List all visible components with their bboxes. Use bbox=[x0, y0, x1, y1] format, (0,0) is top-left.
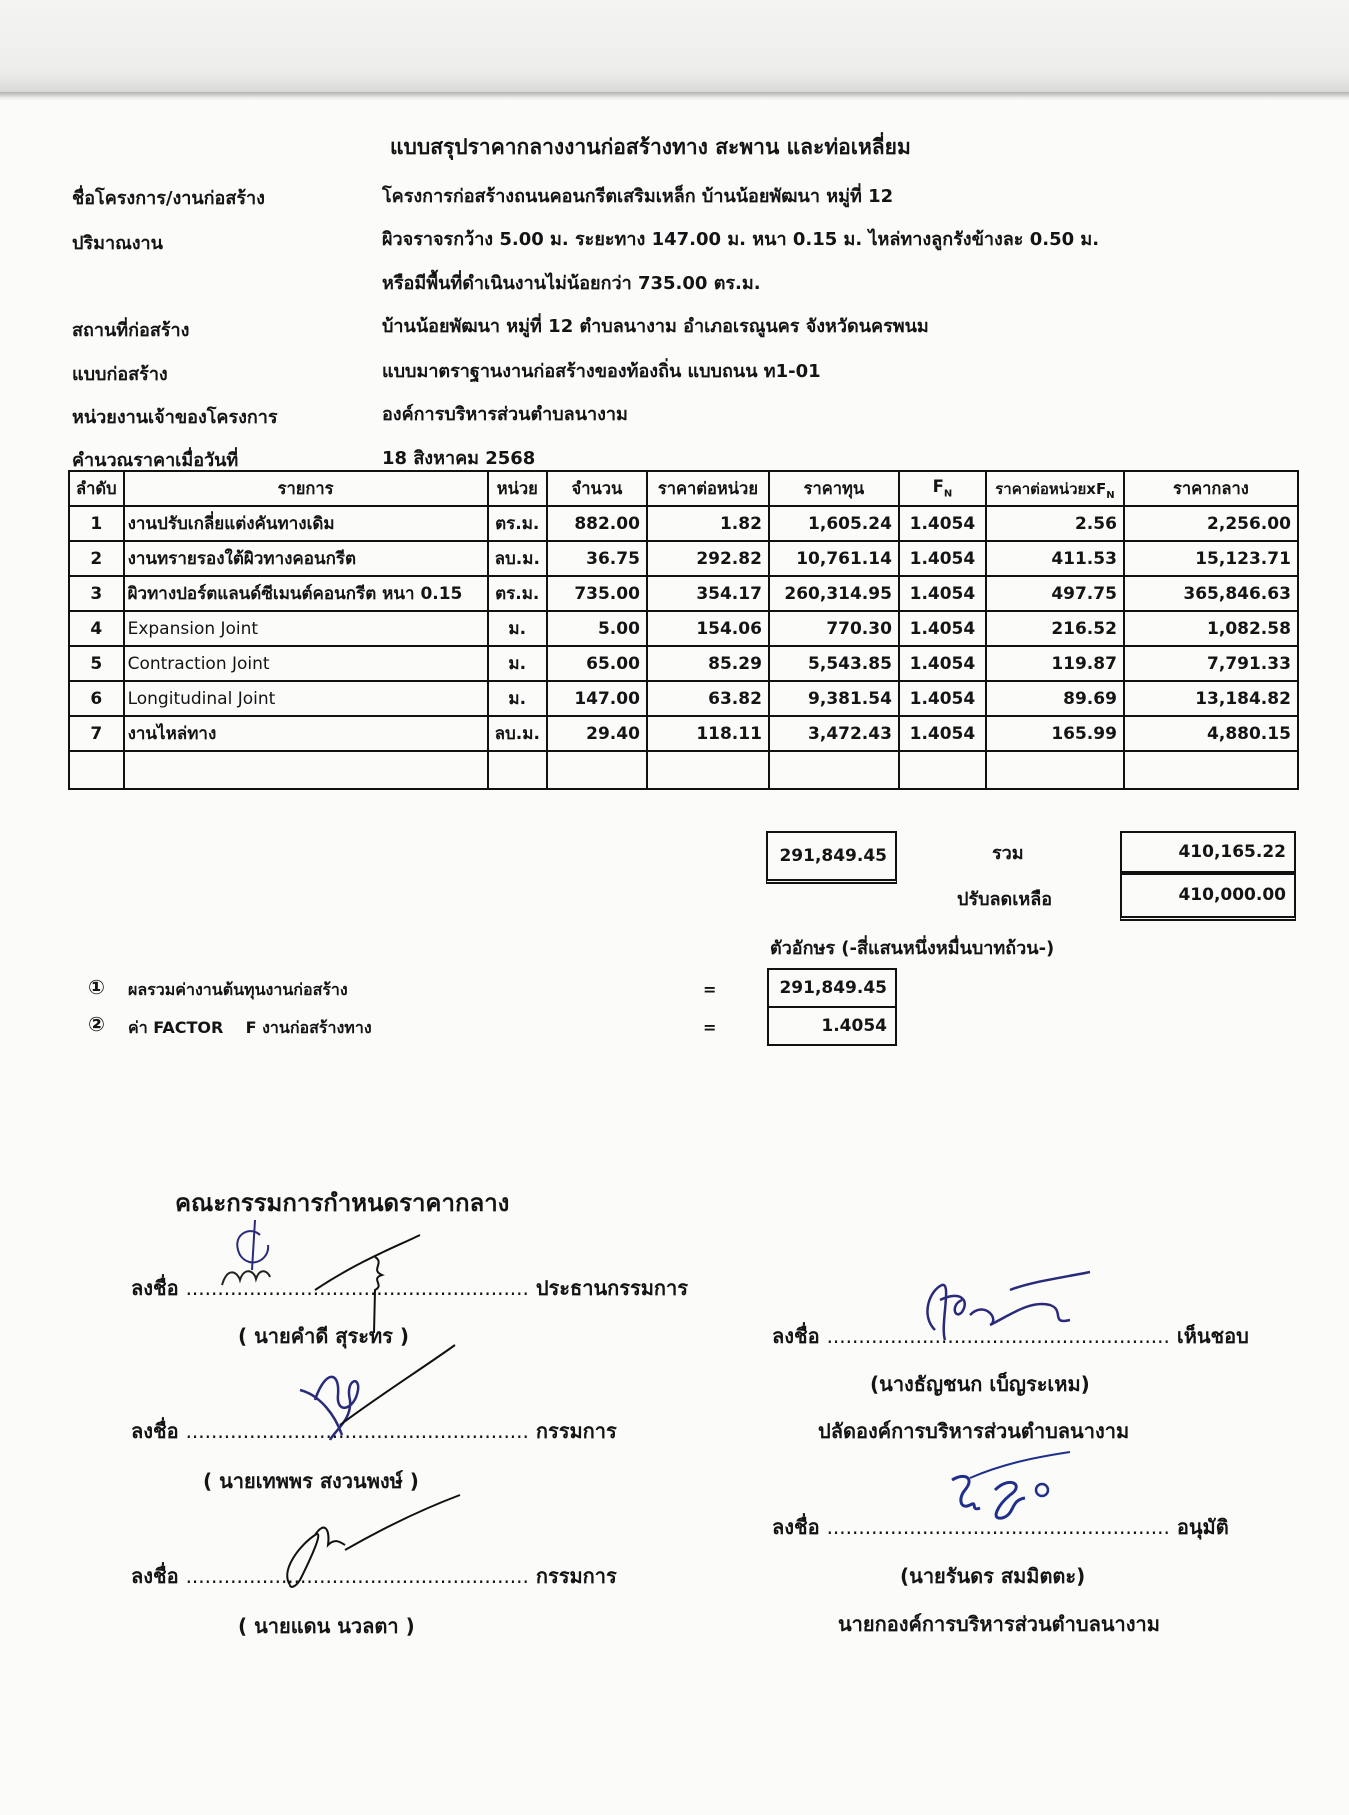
cell-unit: ม. bbox=[488, 681, 547, 716]
header-qty: จำนวน bbox=[547, 471, 647, 506]
cell-qty: 5.00 bbox=[547, 611, 647, 646]
sign-prefix: ลงชื่อ bbox=[131, 1419, 179, 1443]
marker-1-icon: ① bbox=[88, 975, 105, 999]
calc-date-value: 18 สิงหาคม 2568 bbox=[382, 448, 536, 469]
cell-item: Longitudinal Joint bbox=[124, 681, 488, 716]
cell-item: งานไหล่ทาง bbox=[124, 716, 488, 751]
cell-median: 4,880.15 bbox=[1124, 716, 1298, 751]
signature-line-member-1: ลงชื่อ ...................................................... กรรมการ bbox=[131, 1419, 617, 1443]
adjusted-value: 410,000.00 bbox=[1178, 885, 1286, 905]
cell-cost: 10,761.14 bbox=[769, 541, 899, 576]
cell-unit-price: 85.29 bbox=[647, 646, 769, 681]
cell-cost: 5,543.85 bbox=[769, 646, 899, 681]
work-quantity-value: ผิวจราจรกว้าง 5.00 ม. ระยะทาง 147.00 ม. หนา 0.15 ม. ไหล่ทางลูกรังข้างละ 0.50 ม. bbox=[382, 229, 1100, 250]
summary-cost-box bbox=[767, 968, 897, 1008]
table-row bbox=[69, 681, 1298, 716]
cell-median: 13,184.82 bbox=[1124, 681, 1298, 716]
cell-unit-price: 63.82 bbox=[647, 681, 769, 716]
project-name-value: โครงการก่อสร้างถนนคอนกรีตเสริมเหล็ก บ้านน้อยพัฒนา หมู่ที่ 12 bbox=[382, 186, 894, 207]
work-quantity-label: ปริมาณงาน bbox=[72, 233, 163, 254]
cell-unit-fn: 89.69 bbox=[986, 681, 1124, 716]
cell-item: งานทรายรองใต้ผิวทางคอนกรีต bbox=[124, 541, 488, 576]
owner-agency-label: หน่วยงานเจ้าของโครงการ bbox=[72, 407, 278, 428]
design-value: แบบมาตราฐานงานก่อสร้างของท้องถิ่น แบบถนน ท1-01 bbox=[382, 361, 821, 382]
design-label: แบบก่อสร้าง bbox=[72, 364, 168, 385]
cell-unit-price: 154.06 bbox=[647, 611, 769, 646]
cell-unit-price: 292.82 bbox=[647, 541, 769, 576]
cell-median: 365,846.63 bbox=[1124, 576, 1298, 611]
cell-qty: 36.75 bbox=[547, 541, 647, 576]
role-chairman: ประธานกรรมการ bbox=[535, 1276, 689, 1300]
role-approve: อนุมัติ bbox=[1176, 1515, 1229, 1539]
summary-factor-box bbox=[767, 1006, 897, 1046]
cell-unit: ม. bbox=[488, 646, 547, 681]
mayor-position: นายกองค์การบริหารส่วนตำบลนางาม bbox=[838, 1612, 1160, 1636]
cell-unit: ลบ.ม. bbox=[488, 541, 547, 576]
cell-item: ผิวทางปอร์ตแลนด์ซีเมนต์คอนกรีต หนา 0.15 bbox=[124, 576, 488, 611]
cell-fn: 1.4054 bbox=[899, 576, 986, 611]
cell-unit-price: 1.82 bbox=[647, 506, 769, 541]
cell-fn: 1.4054 bbox=[899, 646, 986, 681]
cell-fn: 1.4054 bbox=[899, 506, 986, 541]
cell-no: 2 bbox=[69, 541, 124, 576]
role-member: กรรมการ bbox=[535, 1564, 617, 1588]
cell-unit-fn: 2.56 bbox=[986, 506, 1124, 541]
header-item: รายการ bbox=[124, 471, 488, 506]
mayor-name: (นายรันดร สมมิตตะ) bbox=[900, 1564, 1086, 1588]
paper-fold-shadow bbox=[0, 0, 1349, 100]
marker-2-icon: ② bbox=[88, 1012, 105, 1036]
cell-cost: 1,605.24 bbox=[769, 506, 899, 541]
cell-no: 7 bbox=[69, 716, 124, 751]
cell-qty: 29.40 bbox=[547, 716, 647, 751]
cost-total-value: 291,849.45 bbox=[779, 846, 887, 866]
sum-value: 410,165.22 bbox=[1178, 842, 1286, 862]
cell-no: 5 bbox=[69, 646, 124, 681]
cell-unit-fn: 119.87 bbox=[986, 646, 1124, 681]
paper-fold-edge bbox=[0, 92, 1349, 98]
role-member: กรรมการ bbox=[535, 1419, 617, 1443]
cost-total-box bbox=[766, 831, 897, 884]
cell-median: 15,123.71 bbox=[1124, 541, 1298, 576]
header-cost: ราคาทุน bbox=[769, 471, 899, 506]
cell-unit-fn: 165.99 bbox=[986, 716, 1124, 751]
summary-factor-value: 1.4054 bbox=[821, 1016, 887, 1036]
cell-median: 7,791.33 bbox=[1124, 646, 1298, 681]
cell-unit-fn: 216.52 bbox=[986, 611, 1124, 646]
summary-factor-label: ค่า FACTOR F งานก่อสร้างทาง bbox=[128, 1018, 372, 1037]
sum-box bbox=[1120, 831, 1296, 873]
committee-heading: คณะกรรมการกำหนดราคากลาง bbox=[175, 1189, 510, 1217]
cell-qty: 882.00 bbox=[547, 506, 647, 541]
cell-no: 3 bbox=[69, 576, 124, 611]
cell-qty: 735.00 bbox=[547, 576, 647, 611]
cell-cost: 770.30 bbox=[769, 611, 899, 646]
chairman-name: ( นายคำดี สุระทร ) bbox=[238, 1324, 410, 1348]
adjusted-box bbox=[1120, 873, 1296, 921]
cell-item: งานปรับเกลี่ยแต่งคันทางเดิม bbox=[124, 506, 488, 541]
signature-line-chairman: ลงชื่อ ...................................................... ประธานกรรมการ bbox=[131, 1276, 689, 1300]
header-fn: $F_N$ bbox=[899, 471, 986, 506]
cell-fn: 1.4054 bbox=[899, 716, 986, 751]
work-quantity-area: หรือมีพื้นที่ดำเนินงานไม่น้อยกว่า 735.00 ตร.ม. bbox=[382, 273, 761, 294]
header-unit-fn: ราคาต่อหน่วย$xF_N$ bbox=[986, 471, 1124, 506]
cell-median: 2,256.00 bbox=[1124, 506, 1298, 541]
cell-unit-price: 354.17 bbox=[647, 576, 769, 611]
header-unit: หน่วย bbox=[488, 471, 547, 506]
cell-unit-fn: 411.53 bbox=[986, 541, 1124, 576]
location-label: สถานที่ก่อสร้าง bbox=[72, 320, 190, 341]
cell-fn: 1.4054 bbox=[899, 541, 986, 576]
sign-prefix: ลงชื่อ bbox=[131, 1276, 179, 1300]
location-value: บ้านน้อยพัฒนา หมู่ที่ 12 ตำบลนางาม อำเภอเรณูนคร จังหวัดนครพนม bbox=[382, 316, 929, 337]
sign-prefix: ลงชื่อ bbox=[772, 1324, 820, 1348]
sum-label: รวม bbox=[992, 843, 1024, 864]
cell-median: 1,082.58 bbox=[1124, 611, 1298, 646]
sign-prefix: ลงชื่อ bbox=[131, 1564, 179, 1588]
header-unit-price: ราคาต่อหน่วย bbox=[647, 471, 769, 506]
table-row bbox=[69, 611, 1298, 646]
table-header-row bbox=[69, 471, 1298, 506]
cell-no: 1 bbox=[69, 506, 124, 541]
cell-fn: 1.4054 bbox=[899, 681, 986, 716]
cell-item: Contraction Joint bbox=[124, 646, 488, 681]
cell-cost: 3,472.43 bbox=[769, 716, 899, 751]
adjusted-label: ปรับลดเหลือ bbox=[957, 889, 1053, 910]
summary-cost-label: ผลรวมค่างานต้นทุนงานก่อสร้าง bbox=[128, 980, 348, 999]
equals-sign: = bbox=[703, 1018, 717, 1037]
cell-no: 6 bbox=[69, 681, 124, 716]
cell-qty: 65.00 bbox=[547, 646, 647, 681]
table-row bbox=[69, 506, 1298, 541]
role-endorse: เห็นชอบ bbox=[1176, 1324, 1249, 1348]
project-name-label: ชื่อโครงการ/งานก่อสร้าง bbox=[72, 188, 265, 209]
owner-agency-value: องค์การบริหารส่วนตำบลนางาม bbox=[382, 404, 628, 425]
deputy-position: ปลัดองค์การบริหารส่วนตำบลนางาม bbox=[818, 1419, 1130, 1443]
calc-date-label: คำนวณราคาเมื่อวันที่ bbox=[72, 450, 239, 471]
cell-cost: 260,314.95 bbox=[769, 576, 899, 611]
cell-unit-price: 118.11 bbox=[647, 716, 769, 751]
signature-line-endorse: ลงชื่อ ...................................................... เห็นชอบ bbox=[772, 1324, 1249, 1348]
table-row bbox=[69, 541, 1298, 576]
header-no: ลำดับ bbox=[69, 471, 124, 506]
signature-line-member-2: ลงชื่อ ...................................................... กรรมการ bbox=[131, 1564, 617, 1588]
equals-sign: = bbox=[703, 980, 717, 999]
signature-line-approve: ลงชื่อ ...................................................... อนุมัติ bbox=[772, 1515, 1229, 1539]
cost-table bbox=[68, 470, 1299, 790]
cell-fn: 1.4054 bbox=[899, 611, 986, 646]
member-2-name: ( นายแดน นวลตา ) bbox=[238, 1614, 415, 1638]
table-row-empty bbox=[69, 751, 1298, 789]
table-row bbox=[69, 646, 1298, 681]
header-median-price: ราคากลาง bbox=[1124, 471, 1298, 506]
deputy-name: (นางธัญชนก เบ็ญระเหม) bbox=[870, 1372, 1090, 1396]
member-1-name: ( นายเทพพร สงวนพงษ์ ) bbox=[203, 1469, 419, 1493]
sign-prefix: ลงชื่อ bbox=[772, 1515, 820, 1539]
cell-no: 4 bbox=[69, 611, 124, 646]
cell-item: Expansion Joint bbox=[124, 611, 488, 646]
cell-qty: 147.00 bbox=[547, 681, 647, 716]
document-title: แบบสรุปราคากลางงานก่อสร้างทาง สะพาน และท่อเหลี่ยม bbox=[390, 135, 911, 159]
cell-unit: ตร.ม. bbox=[488, 576, 547, 611]
cell-unit: ม. bbox=[488, 611, 547, 646]
table-row bbox=[69, 716, 1298, 751]
cell-cost: 9,381.54 bbox=[769, 681, 899, 716]
amount-in-words: ตัวอักษร (-สี่แสนหนึ่งหมื่นบาทถ้วน-) bbox=[770, 938, 1055, 959]
cell-unit: ตร.ม. bbox=[488, 506, 547, 541]
table-row bbox=[69, 576, 1298, 611]
summary-cost-value: 291,849.45 bbox=[779, 978, 887, 998]
cell-unit: ลบ.ม. bbox=[488, 716, 547, 751]
cell-unit-fn: 497.75 bbox=[986, 576, 1124, 611]
